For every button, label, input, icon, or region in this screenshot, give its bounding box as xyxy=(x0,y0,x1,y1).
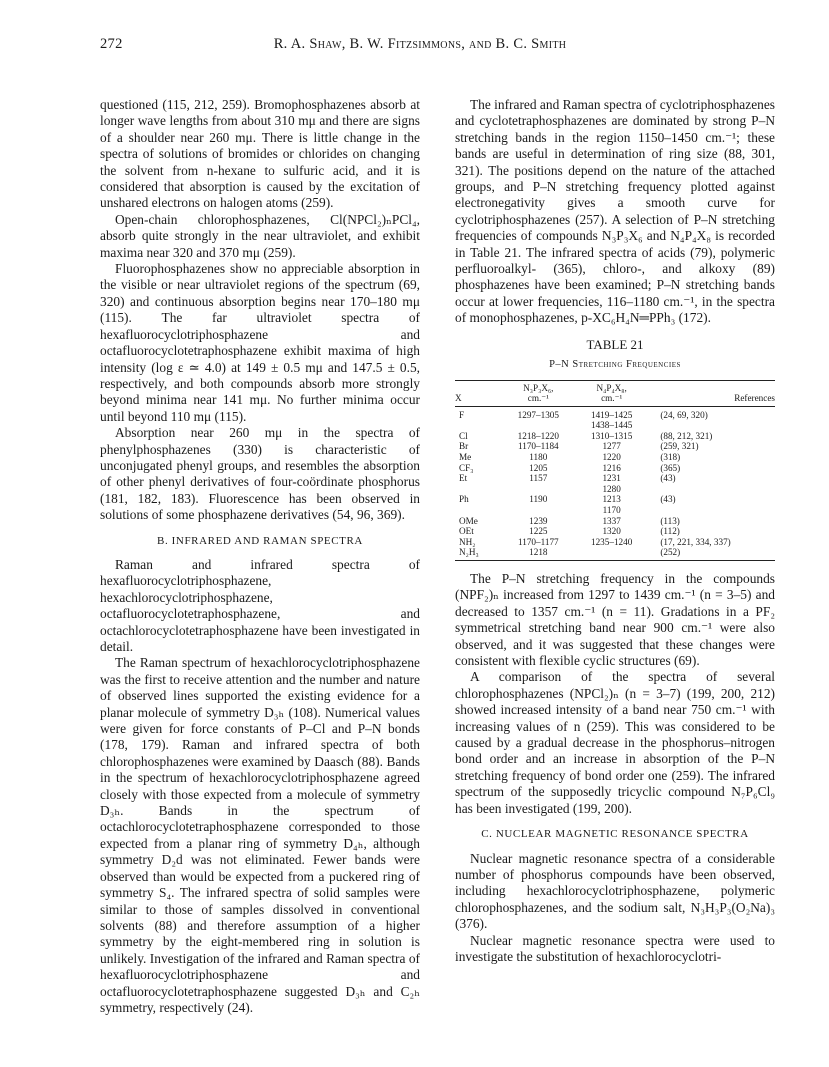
cell-n4p4: 1320 xyxy=(602,526,621,537)
table-row xyxy=(455,431,775,442)
table-label: TABLE 21 xyxy=(586,336,644,352)
running-authors: R. A. Shaw, B. W. Fitzsimmons, and B. C. Smith xyxy=(273,36,567,52)
frequency-table xyxy=(455,380,775,562)
paragraph: The Raman spectrum of hexachlorocyclotriphosphazene was the first to receive attention and the number and nature of observed lines supported the existing evidence for a planar molecule of symmetry D₃ₕ (108). Numerical values were given for force constants of P–Cl and P–N bonds (178, 179). Raman and infrared spectra of both chlorophosphazenes were examined by Daasch (88). Bands in the spectrum of hexachlorocyclotriphosphazene agreed closely with those expected from a molecule of symmetry D₃ₕ. Bands in the spectrum of octachlorocyclotetraphosphazene corresponded to those expected from a planar ring of symmetry D₄ₕ, although symmetry D₂d was not eliminated. Fewer bands were observed than would be expected from a puckered ring of symmetry S₄. The infrared spectra of solid samples were similar to those of samples dissolved in conventional solvents (88) and therefore assumption of a higher symmetry by the eight-membered ring in solution is unlikely. Investigation of the infrared and Raman spectra of hexafluorocyclotriphosphazene and octafluorocyclotetraphosphazene suggested D₃ₕ and C₂ₕ symmetry, respectively (24). xyxy=(100,655,420,1015)
table-row xyxy=(455,537,775,548)
cell-n3p3: 1170–1177 xyxy=(517,536,559,547)
cell-n4p4: 1216 xyxy=(602,462,621,473)
table-row xyxy=(455,452,775,463)
cell-n4p4: 1213 1170 xyxy=(602,494,621,516)
cell-n4p4: 1310–1315 xyxy=(590,430,633,441)
paragraph: The infrared and Raman spectra of cyclotriphosphazenes and cyclotetraphosphazenes are dominated by strong P–N stretching bands in the region 1150–1450 cm.⁻¹; these bands are useful in determination of ring size (88, 301, 321). The positions depend on the nature of the attached groups, and P–N stretching frequency plotted against electronegativity gives a smooth curve for cyclotriphosphazenes (257). A selection of P–N stretching frequencies of compounds N₃P₃X₆ and N₄P₄X₈ is recorded in Table 21. The infrared spectra of acids (79), polymeric perfluoroalkyl- (365), chloro-, and alkoxy (89) phosphazenes have been examined; P–N stretching bands occur at lower frequencies, 116–1180 cm.⁻¹, in the spectra of monophosphazenes, p-XC₆H₄N═PPh₃ (172). xyxy=(455,97,775,326)
column-header-n3: N₃P₃X₆, cm.⁻¹ xyxy=(523,382,554,404)
cell-references: (112) xyxy=(660,526,680,537)
cell-n3p3: 1157 xyxy=(529,473,548,484)
cell-n4p4: 1277 xyxy=(602,441,621,452)
table-body xyxy=(455,406,775,560)
table-row xyxy=(455,494,775,515)
cell-substituent: OMe xyxy=(459,515,478,526)
running-header xyxy=(100,36,740,56)
table-row xyxy=(455,526,775,537)
paragraph: Open-chain chlorophosphazenes, Cl(NPCl₂)ₙPCl₄, absorb quite strongly in the near ultraviolet, and exhibit maxima near 320 and 370 mμ (259). xyxy=(100,211,420,260)
cell-n3p3: 1218 xyxy=(502,547,575,560)
table-header-row xyxy=(455,380,775,406)
cell-references: (17, 221, 334, 337) xyxy=(660,536,731,547)
paragraph: The P–N stretching frequency in the compounds (NPF₂)ₙ increased from 1297 to 1439 cm.⁻¹ (n = 3–5) and decreased to 1357 cm.⁻¹ (n = 11). Gradations in a PF₂ symmetrical stretching band near 900 cm.⁻¹ were also observed, and it was suggested that these changes were consistent with flexible cyclic structures (69). xyxy=(455,571,775,669)
cell-substituent: Cl xyxy=(459,430,468,441)
cell-substituent: F xyxy=(459,409,465,420)
cell-substituent: Me xyxy=(459,452,472,463)
paragraph: A comparison of the spectra of several chlorophosphazenes (NPCl₂)ₙ (n = 3–7) (199, 200, 212) showed increased intensity of a band near 750 cm.⁻¹ with increasing values of n (259). This was considered to be caused by a gradual decrease in the phosphorus–nitrogen bond order and an increase in absorption of the P–N stretching frequency of bond order one (259). The infrared spectrum of the supposedly tricyclic compound N₇P₆Cl₉ has been investigated (199, 200). xyxy=(455,669,775,816)
paragraph: Fluorophosphazenes show no appreciable absorption in the visible or near ultraviolet regions of the spectrum (69, 320) and continuous absorption begins near 170–180 mμ (115). The far ultraviolet spectra of hexafluorocyclotriphosphazene and octafluorocyclotetraphosphazene exhibit maxima of high intensity (log ε ≃ 4.0) at 149 ± 0.5 mμ and 147.5 ± 0.5, respectively, and both compounds absorb more strongly beyond minima near 141 mμ. No further minima occur until beyond 110 mμ (115). xyxy=(100,261,420,424)
cell-substituent: CF₃ xyxy=(459,462,474,473)
cell-references: (318) xyxy=(660,452,681,463)
table-row xyxy=(455,463,775,474)
table-21 xyxy=(455,337,775,561)
cell-n3p3: 1190 xyxy=(529,494,548,505)
column-header-n4: N₄P₄X₈, cm.⁻¹ xyxy=(596,382,627,404)
cell-references: (365) xyxy=(660,462,681,473)
cell-references: (88, 212, 321) xyxy=(660,430,713,441)
paragraph: Nuclear magnetic resonance spectra of a considerable number of phosphorus compounds have been observed, including hexachlorocyclotriphosphazene, polymeric chlorophosphazenes, and the sodium salt, N₃H₃P₃(O₂Na)₃ (376). xyxy=(455,850,775,932)
table-row xyxy=(455,441,775,452)
paragraph: Absorption near 260 mμ in the spectra of phenylphosphazenes (330) is characteristic of unconjugated phenyl groups, and resembles the absorption of other phenyl derivatives of four-coördinate phosphorus (181, 182, 183). Fluorescence has been observed in solutions of some phosphazene derivatives (54, 96, 369). xyxy=(100,425,420,523)
cell-substituent: Br xyxy=(459,441,469,452)
paragraph: questioned (115, 212, 259). Bromophosphazenes absorb at longer wave lengths from about 310 mμ and there are signs of a shoulder near 260 mμ. There is little change in the spectra of solutions of bromides or chlorides on changing the solvent from n-hexane to sulfuric acid, and it is considered that absorption is caused by the excitation of unshared electrons on halogen atoms (259). xyxy=(100,97,420,211)
table-row xyxy=(455,473,775,494)
cell-n3p3: 1180 xyxy=(529,452,548,463)
column-header-x: X xyxy=(455,393,462,404)
cell-references: (43) xyxy=(660,494,676,505)
cell-references: (259, 321) xyxy=(660,441,699,452)
cell-references: (43) xyxy=(660,473,676,484)
table-row xyxy=(455,547,775,560)
cell-n4p4: 1220 xyxy=(602,452,621,463)
cell-references: (113) xyxy=(660,515,680,526)
paragraph: Raman and infrared spectra of hexafluorocyclotriphosphazene, hexachlorocyclotriphosphazene, octafluorocyclotetraphosphazene, and octachlorocyclotetraphosphazene have been investigated in detail. xyxy=(100,556,420,654)
cell-n4p4: 1231 1280 xyxy=(602,473,621,494)
cell-n3p3: 1205 xyxy=(529,462,548,473)
cell-n4p4 xyxy=(575,547,648,560)
cell-substituent: NH₂ xyxy=(459,536,476,547)
cell-n3p3: 1239 xyxy=(529,515,548,526)
page-number: 272 xyxy=(100,36,123,52)
right-column xyxy=(455,97,775,965)
cell-substituent: Et xyxy=(459,473,468,484)
section-heading-nmr: C. NUCLEAR MAGNETIC RESONANCE SPECTRA xyxy=(481,828,749,841)
table-title: P–N Stretching Frequencies xyxy=(549,359,681,371)
column-header-references: References xyxy=(734,393,775,404)
table-row xyxy=(455,516,775,527)
table-row xyxy=(455,406,775,431)
left-column xyxy=(100,97,420,1016)
cell-n3p3: 1170–1184 xyxy=(517,441,559,452)
cell-references: (252) xyxy=(648,547,775,560)
cell-n3p3: 1218–1220 xyxy=(517,430,559,441)
section-heading-infrared: B. INFRARED AND RAMAN SPECTRA xyxy=(157,534,363,547)
paragraph: Nuclear magnetic resonance spectra were used to investigate the substitution of hexachlorocyclotri- xyxy=(455,932,775,964)
cell-substituent: N₂H₃ xyxy=(455,547,502,560)
cell-substituent: Ph xyxy=(459,494,469,505)
cell-n3p3: 1225 xyxy=(529,526,548,537)
cell-references: (24, 69, 320) xyxy=(660,409,708,420)
cell-n4p4: 1235–1240 xyxy=(590,536,633,547)
cell-n3p3: 1297–1305 xyxy=(517,409,559,420)
cell-n4p4: 1337 xyxy=(602,515,621,526)
cell-substituent: OEt xyxy=(459,526,474,537)
cell-n4p4: 1419–1425 1438–1445 xyxy=(590,409,633,431)
